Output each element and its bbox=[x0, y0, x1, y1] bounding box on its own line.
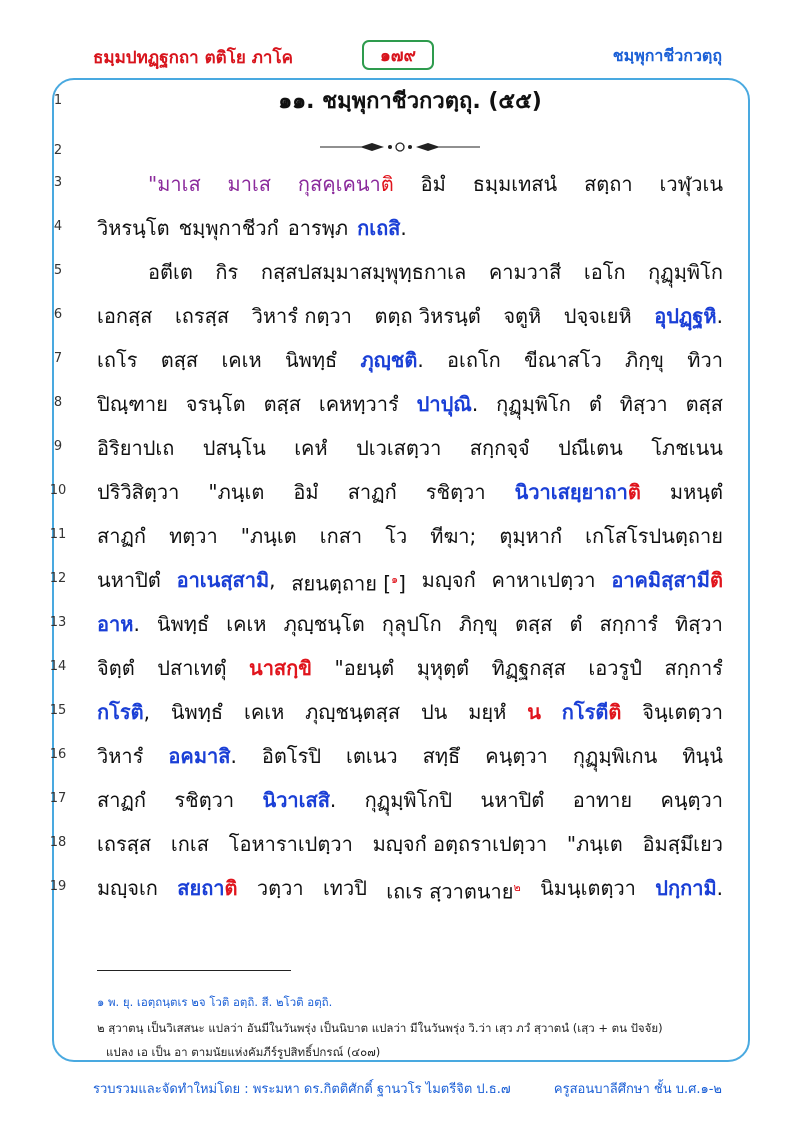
word: นหาปิตํ bbox=[480, 788, 545, 812]
line-text bbox=[97, 825, 723, 863]
line-number: 8 bbox=[53, 395, 63, 410]
line-text bbox=[97, 605, 723, 643]
word: ภิกฺขุ bbox=[625, 348, 664, 372]
footnote-2-continued: แปลง เอ เป็น อา ตามนัยแห่งคัมภีร์รูปสิทธิ์ปกรณ์ (๔๐๗) bbox=[106, 1045, 381, 1059]
line-number: 17 bbox=[49, 791, 67, 806]
footer-right: ครูสอนบาลีศึกษา ชั้น บ.ศ.๑-๒ bbox=[553, 1082, 722, 1097]
word: ตสฺส bbox=[685, 392, 723, 416]
word: อตีเต bbox=[148, 260, 193, 284]
text-line bbox=[0, 473, 800, 511]
word: "มาเส bbox=[148, 172, 201, 196]
word: จิตฺตํ bbox=[97, 656, 135, 680]
word: อาเนสฺสามิ, bbox=[176, 568, 276, 592]
word: สยถาติ bbox=[177, 876, 238, 900]
line-number: 19 bbox=[49, 879, 67, 894]
line-number: 7 bbox=[53, 351, 63, 366]
line-number: 5 bbox=[53, 263, 63, 278]
line-text bbox=[148, 165, 723, 203]
word: คาหาเปตฺวา bbox=[491, 568, 596, 592]
word: นิพทฺธํ bbox=[284, 348, 338, 372]
word: เคเห bbox=[226, 612, 267, 636]
word: อเถโก bbox=[446, 348, 501, 372]
word: จรนฺโต bbox=[185, 392, 246, 416]
word: จตูหิ bbox=[503, 304, 542, 328]
word: มญฺจกํ bbox=[421, 568, 476, 592]
word: ทตฺวา bbox=[169, 524, 218, 548]
word: อิมํ bbox=[293, 480, 319, 504]
word: มยฺหํ bbox=[468, 700, 507, 724]
text-line bbox=[0, 83, 800, 121]
line-text bbox=[97, 517, 723, 555]
text-line bbox=[0, 781, 800, 819]
word: วิหารํ bbox=[97, 744, 144, 768]
word: โอหาราเปตฺวา bbox=[228, 832, 353, 856]
word: เคหํ bbox=[294, 436, 328, 460]
word: มหนฺตํ bbox=[669, 480, 723, 504]
word: สกฺการํ bbox=[664, 656, 723, 680]
text-line bbox=[0, 385, 800, 423]
word: นิมนฺเตตฺวา bbox=[540, 876, 636, 900]
word: วิหารํ กตฺวา bbox=[251, 304, 352, 328]
line-number: 6 bbox=[53, 307, 63, 322]
text-line bbox=[0, 693, 800, 731]
line-text bbox=[148, 253, 723, 291]
word: ธมฺมเทสนํ bbox=[472, 172, 558, 196]
word: เถเร สฺวาตนาย$^๒$ bbox=[386, 879, 521, 904]
line-text bbox=[97, 385, 723, 423]
word: ทีฆา; bbox=[430, 524, 477, 548]
word: อิมํ bbox=[420, 172, 446, 196]
word: ตสฺส bbox=[514, 612, 553, 636]
word: ปเวเสตฺวา bbox=[356, 436, 442, 460]
word: กุฏุมฺพิโก bbox=[496, 392, 571, 416]
line-number: 14 bbox=[49, 659, 67, 674]
word: ปณีเตน bbox=[558, 436, 623, 460]
word: รชิตฺวา bbox=[425, 480, 486, 504]
word: อคมาสิ. bbox=[168, 744, 237, 768]
line-number: 11 bbox=[49, 527, 67, 542]
word: ภุญฺชนฺตสฺส bbox=[305, 700, 401, 724]
word: รชิตฺวา bbox=[174, 788, 235, 812]
word: เถรสฺส bbox=[174, 304, 230, 328]
word: อิมสฺมึเยว bbox=[642, 832, 723, 856]
text-line bbox=[0, 253, 800, 291]
text-line bbox=[0, 297, 800, 335]
word: กสฺสปสมฺมาสมฺพุทฺธกาเล bbox=[260, 260, 467, 284]
word: นาสกฺขิ bbox=[249, 656, 312, 680]
word: นหาปิตํ bbox=[97, 568, 161, 592]
word: กุฏุมฺพิโก bbox=[648, 260, 723, 284]
word: ปสนฺโน bbox=[202, 436, 266, 460]
line-text bbox=[97, 297, 723, 335]
line-text bbox=[97, 473, 723, 511]
word: มญฺจเก bbox=[97, 876, 158, 900]
line-number: 10 bbox=[49, 483, 67, 498]
word: เคหทฺวารํ bbox=[318, 392, 399, 416]
line-number: 4 bbox=[53, 219, 63, 234]
word: ภุญฺชติ. bbox=[360, 348, 424, 372]
word: เตเนว bbox=[346, 744, 398, 768]
word: ทิสฺวา bbox=[675, 612, 723, 636]
word: สาฏกํ bbox=[347, 480, 397, 504]
word: กุสคฺเคนาติ bbox=[297, 172, 394, 196]
line-text bbox=[97, 737, 723, 775]
line-number: 2 bbox=[53, 143, 63, 158]
text-line bbox=[0, 517, 800, 555]
word: ปกฺกามิ. bbox=[655, 876, 723, 900]
word: ทิสฺวา bbox=[619, 392, 668, 416]
word: "อยนฺตํ bbox=[334, 656, 395, 680]
text-line bbox=[0, 165, 800, 203]
word: สตฺถา bbox=[584, 172, 633, 196]
word: โว bbox=[385, 524, 408, 548]
word: เถโร bbox=[97, 348, 138, 372]
footnote-2: ๒ สฺวาตนฺ เป็นวิเสสนะ แปลว่า อันมีในวันพรุ่ง เป็นนิบาต แปลว่า มีในวันพรุ่ง วิ.ว่า เสฺว ภวํ สฺวาตนํ (เสฺว + ตน ปัจจัย) bbox=[97, 1021, 663, 1035]
word: กิร bbox=[215, 260, 239, 284]
line-number: 15 bbox=[49, 703, 67, 718]
word: เคเห bbox=[244, 700, 285, 724]
line-number: 16 bbox=[49, 747, 67, 762]
word: กโรตีติ bbox=[561, 700, 622, 724]
word: อาห. bbox=[97, 612, 140, 636]
word: เกสา bbox=[319, 524, 363, 548]
word: คนฺตฺวา bbox=[660, 788, 723, 812]
word: เคเห bbox=[221, 348, 262, 372]
word: ตตฺถ วิหรนฺตํ bbox=[374, 304, 481, 328]
line-number: 18 bbox=[49, 835, 67, 850]
word: เอโก bbox=[583, 260, 626, 284]
word: เกโสโรปนตฺถาย bbox=[585, 524, 723, 548]
word: ปสาเทตุํ bbox=[157, 656, 227, 680]
word: อาทาย bbox=[572, 788, 633, 812]
footnote-rule bbox=[97, 970, 291, 971]
word: ทิวา bbox=[687, 348, 723, 372]
word: กเถสิ. bbox=[357, 216, 407, 240]
header-right-title: ชมฺพุกาชีวกวตฺถุ bbox=[612, 46, 722, 65]
word: อิตโรปิ bbox=[261, 744, 322, 768]
word: เถรสฺส bbox=[97, 832, 152, 856]
word: เอวรูปํ bbox=[588, 656, 642, 680]
text-line bbox=[0, 737, 800, 775]
text-line bbox=[0, 561, 800, 599]
word: โภชเนน bbox=[651, 436, 723, 460]
word: อุปฏฺฐหิ. bbox=[654, 304, 723, 328]
word: จินฺเตตฺวา bbox=[642, 700, 723, 724]
word: คามวาสี bbox=[488, 260, 562, 284]
word: กุลุปโก bbox=[381, 612, 442, 636]
word: มุหุตฺตํ bbox=[416, 656, 470, 680]
word: นิพทฺธํ bbox=[170, 700, 224, 724]
line-text bbox=[97, 781, 723, 819]
word: "ภนฺเต bbox=[208, 480, 265, 504]
word: มาเส bbox=[227, 172, 272, 196]
word: ตุมฺหากํ bbox=[499, 524, 563, 548]
line-number: 13 bbox=[49, 615, 67, 630]
word: ตํ bbox=[588, 392, 602, 416]
line-text bbox=[97, 693, 723, 731]
line-text bbox=[97, 869, 723, 911]
text-line bbox=[0, 649, 800, 687]
word: นิวาเสยฺยาถาติ bbox=[514, 480, 641, 504]
word: น bbox=[527, 700, 541, 724]
line-number: 9 bbox=[53, 439, 63, 454]
text-line bbox=[0, 209, 800, 247]
page-number-badge: ๑๗๙ bbox=[362, 40, 434, 70]
header-left-title: ธมฺมปทฏฺฐกถา ตติโย ภาโค bbox=[93, 48, 293, 68]
line-number: 12 bbox=[49, 571, 67, 586]
word: สกฺกจฺจํ bbox=[469, 436, 530, 460]
line-text bbox=[97, 83, 723, 121]
word: กุฏุมฺพิโกปิ bbox=[364, 788, 453, 812]
line-number: 1 bbox=[53, 93, 63, 108]
word: ภิกฺขุ bbox=[458, 612, 498, 636]
word: สกฺการํ bbox=[599, 612, 658, 636]
line-text bbox=[97, 649, 723, 687]
word: "ภนฺเต bbox=[240, 524, 297, 548]
word: นิวาเสสิ. bbox=[262, 788, 337, 812]
word: วตฺวา bbox=[256, 876, 304, 900]
line-text bbox=[97, 209, 723, 247]
word: เกเส bbox=[170, 832, 209, 856]
word: ปน bbox=[420, 700, 448, 724]
word: คนฺตฺวา bbox=[485, 744, 548, 768]
word: เทวปิ bbox=[322, 876, 367, 900]
word: ชมฺพุกาชีวกํ bbox=[178, 216, 279, 240]
word: นิพทฺธํ bbox=[156, 612, 210, 636]
text-line bbox=[0, 825, 800, 863]
word: เอกสฺส bbox=[97, 304, 153, 328]
word: ปจฺจเยหิ bbox=[563, 304, 632, 328]
text-line bbox=[0, 869, 800, 907]
word: สยนตฺถาย [$^๑$] bbox=[291, 571, 406, 596]
line-number: 3 bbox=[53, 175, 63, 190]
word: กุฏุมฺพิเกน bbox=[572, 744, 658, 768]
word: อิริยาปเถ bbox=[97, 436, 175, 460]
word: ตํ bbox=[569, 612, 583, 636]
word: "ภนฺเต bbox=[566, 832, 623, 856]
word: ตสฺส bbox=[160, 348, 199, 372]
word: ปิณฺฑาย bbox=[97, 392, 168, 416]
line-text bbox=[97, 429, 723, 467]
footer-left: รวบรวมและจัดทำใหม่โดย : พระมหา ดร.กิตติศักดิ์ ฐานวโร ไมตรีจิต ป.ธ.๗ bbox=[93, 1082, 511, 1097]
word: ตสฺส bbox=[263, 392, 301, 416]
word: กโรติ, bbox=[97, 700, 150, 724]
word: มญฺจกํ อตฺถราเปตฺวา bbox=[372, 832, 548, 856]
text-line bbox=[0, 429, 800, 467]
text-line bbox=[0, 341, 800, 379]
word: สาฏกํ bbox=[97, 788, 146, 812]
word: ปาปุณิ. bbox=[416, 392, 479, 416]
word: สทฺธึ bbox=[422, 744, 461, 768]
text-line bbox=[0, 605, 800, 643]
word: ๑๑. ชมฺพุกาชีวกวตฺถุ. (๕๕) bbox=[278, 89, 542, 114]
line-text bbox=[97, 341, 723, 379]
line-text bbox=[97, 561, 723, 603]
word: ทินฺนํ bbox=[682, 744, 723, 768]
word: อาคมิสฺสามีติ bbox=[611, 568, 723, 592]
word: วิหรนฺโต bbox=[97, 216, 170, 240]
word: ทิฏฺฐกสฺส bbox=[491, 656, 566, 680]
word: ปริวิสิตฺวา bbox=[97, 480, 180, 504]
word: ภุญฺชนฺโต bbox=[283, 612, 365, 636]
word: อารพฺภ bbox=[287, 216, 349, 240]
word: สาฏกํ bbox=[97, 524, 146, 548]
word: ขีณาสโว bbox=[524, 348, 602, 372]
word: เวฬุวเน bbox=[659, 172, 723, 196]
footnote-1: ๑ พ. ยุ. เอตฺถนฺตเร ๒จ โวติ อตฺถิ. สี. ๒โวติ อตฺถิ. bbox=[97, 995, 333, 1009]
